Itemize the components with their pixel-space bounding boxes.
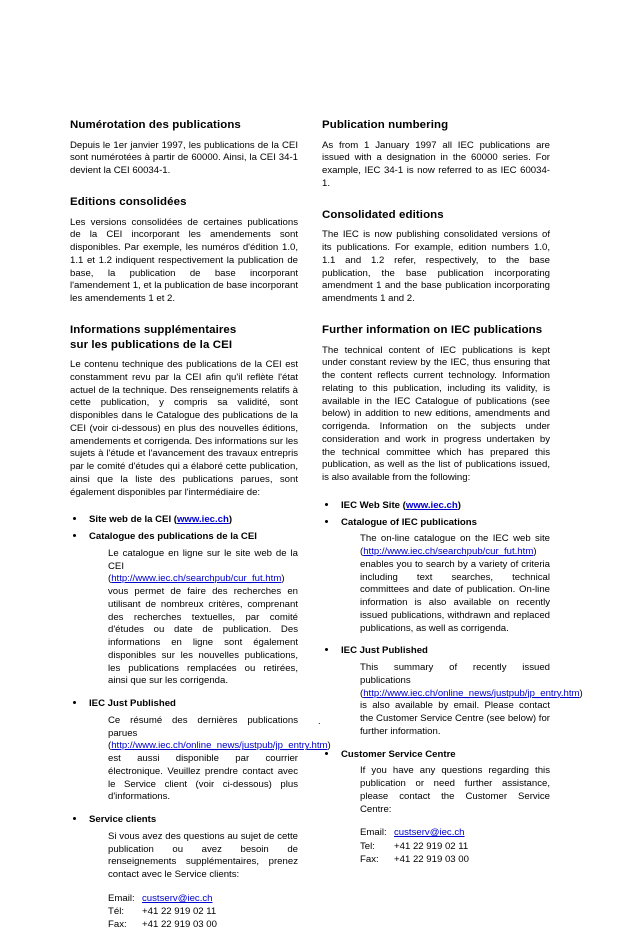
bullet-body-service-clients <box>70 831 298 882</box>
section-further-information <box>322 323 550 485</box>
section-publication-numbering <box>322 118 550 191</box>
body-text-pre: Si vous avez des questions au sujet de cette publication ou avez besoin de renseignements supplémentaires, prenez contact avec le Service clients: <box>108 830 298 881</box>
contact-row-tel <box>108 905 298 918</box>
english-column <box>322 118 583 932</box>
bullet-dot-icon <box>325 752 328 755</box>
bullet-label-prefix: Site web de la CEI ( <box>89 514 177 526</box>
bullet-item-catalogue <box>322 517 550 530</box>
bullet-item-just-published <box>70 698 298 711</box>
iec-website-link[interactable]: www.iec.ch <box>176 514 229 526</box>
fax-value: +41 22 919 03 00 <box>142 919 217 931</box>
just-published-url-link[interactable]: http://www.iec.ch/online_news/justpub/jp_entry.htm <box>111 740 328 752</box>
body-text-pre: Ce résumé des dernières publications parues ( <box>108 714 298 752</box>
body-text-pre: Le catalogue en ligne sur le site web de la CEI ( <box>108 547 298 585</box>
fax-label: Fax: <box>108 919 127 931</box>
fax-value: +41 22 919 03 00 <box>394 853 469 865</box>
bullet-item-web-site <box>322 500 550 513</box>
tel-label: Tel: <box>360 840 375 852</box>
fax-label: Fax: <box>360 853 379 865</box>
body-text-post: ) vous permet de faire des recherches en utilisant de nombreux critères, comprenant des recherches textuelles, par comité d'études ou date de publication. Des informations en ligne sont également disponibles sur les nouvelles publications, les publications remplacées ou retirées, ainsi que sur les corrigenda. <box>108 573 298 687</box>
section-title: Numérotation des publications <box>70 119 241 131</box>
bullet-item-catalogue <box>70 531 298 544</box>
bullet-dot-icon <box>73 817 76 820</box>
bullet-label-suffix: ) <box>228 514 233 526</box>
contact-row-fax <box>360 853 550 866</box>
tel-value: +41 22 919 02 11 <box>394 840 469 852</box>
bullet-dot-icon <box>73 517 76 520</box>
bullet-body-catalogue <box>70 548 298 688</box>
bullet-label: Catalogue des publications de la CEI <box>89 531 257 543</box>
iec-website-link[interactable]: www.iec.ch <box>405 499 458 511</box>
bullet-label-suffix: ) <box>457 499 461 511</box>
contact-row-email <box>360 826 550 839</box>
bullet-dot-icon <box>73 534 76 537</box>
section-title <box>70 323 298 352</box>
section-paragraph: The IEC is now publishing consolidated versions of its publications. For example, edition numbers 1.0, 1.1 and 1.2 refer, respectively, to the base publication, the base publication incorporating amendment 1 and the base publication incorporating amendments 1 and 2. <box>322 229 550 305</box>
section-title: Further information on IEC publications <box>322 323 543 336</box>
section-paragraph: Depuis le 1er janvier 1997, les publications de la CEI sont numérotées à partir de 60000. Ainsi, la CEI 34-1 devient la CEI 60034-1. <box>70 139 298 177</box>
bullet-label: Service clients <box>89 814 157 826</box>
bullet-item-just-published <box>322 645 550 658</box>
section-paragraph: The technical content of IEC publications is kept under constant review by the IEC, thus ensuring that the content reflects current technology. Information relating to this publication, including its validity, is available in the IEC Catalogue of publications (see below) in addition to new editions, amendments and corrigenda. Information on the subjects under consideration and work in progress undertaken by the technical committee which has prepared this publication, as well as the list of publications issued, is also available from the following: <box>322 344 550 484</box>
section-informations-supplementaires <box>70 323 298 500</box>
contact-block-english <box>322 826 550 866</box>
french-column <box>70 118 331 932</box>
section-numerotation <box>70 118 298 178</box>
section-consolidated-editions <box>322 208 550 306</box>
bullet-label: IEC Just Published <box>341 645 428 657</box>
tel-value: +41 22 919 02 11 <box>142 906 217 918</box>
body-text-post: ) is also available by email. Please contact the Customer Service Centre (see below) for further information. <box>360 687 583 737</box>
section-title: Consolidated editions <box>322 208 444 221</box>
section-title: Editions consolidées <box>70 195 187 208</box>
bullet-dot-icon <box>325 520 328 523</box>
tel-label: Tél: <box>108 906 124 918</box>
contact-row-fax <box>108 918 298 931</box>
bullet-body-just-published <box>322 662 583 739</box>
bullet-body-customer-service <box>322 765 550 816</box>
section-editions-consolidees <box>70 195 298 306</box>
section-title: Publication numbering <box>322 119 449 131</box>
section-title-line1: Informations supplémentaires <box>70 323 237 336</box>
bullet-dot-icon <box>325 503 328 506</box>
body-text-pre: This summary of recently issued publications ( <box>360 662 550 699</box>
body-text-pre: The on-line catalogue on the IEC web site ( <box>360 533 550 558</box>
section-title-line2: sur les publications de la CEI <box>70 338 233 351</box>
contact-block-french <box>70 892 298 932</box>
contact-row-tel <box>360 840 550 853</box>
email-link[interactable]: custserv@iec.ch <box>142 892 213 904</box>
body-text-post: ) est aussi disponible par courrier électronique. Veuillez prendre contact avec le Service client (voir ci-dessous) plus d'informations. <box>108 740 331 803</box>
email-label: Email: <box>108 892 135 904</box>
two-column-layout <box>70 118 583 932</box>
bullet-label: Customer Service Centre <box>341 748 456 760</box>
email-label: Email: <box>360 827 387 839</box>
section-paragraph: Le contenu technique des publications de la CEI est constamment revu par la CEI afin qu'il reflète l'état actuel de la technique. Des renseignements relatifs à cette publication, y compris sa validité, sont disponibles dans le Catalogue des publications de la CEI (voir ci-dessous) en plus des nouvelles éditions, amendements et corrigenda. Des informations sur les sujets à l'étude et l'avancement des travaux entrepris par le comité d'études qui a élaboré cette publication, ainsi que la liste des publications parues, sont également disponibles par l'intermédiaire de: <box>70 359 298 498</box>
bullet-body-catalogue <box>322 533 550 635</box>
bullet-label: IEC Just Published <box>89 698 176 710</box>
bullet-item-website <box>70 514 298 527</box>
section-paragraph: Les versions consolidées de certaines publications de la CEI incorporant les amendements sont disponibles. Par exemple, les numéros d'édition 1.0, 1.1 et 1.2 indiquent respectivement la publication de base, la publication de base incorporant l'amendement 1, et la publication de base incorporant les amendements 1 et 2. <box>70 216 298 305</box>
body-text-pre: If you have any questions regarding this publication or need further assistance, please contact the Customer Service Centre: <box>360 765 550 815</box>
body-text-post: ) enables you to search by a variety of criteria including text searches, technical committees and date of publication. On-line information is also available on recently issued publications, withdrawn and replaced publications, as well as corrigenda. <box>360 546 550 634</box>
bullet-dot-icon <box>73 701 76 704</box>
bullet-item-customer-service <box>322 749 550 762</box>
bullet-item-service-clients <box>70 814 298 827</box>
stray-mark: . <box>318 716 321 726</box>
just-published-url-link[interactable]: http://www.iec.ch/online_news/justpub/jp_entry.htm <box>363 687 580 699</box>
section-paragraph: As from 1 January 1997 all IEC publications are issued with a designation in the 60000 series. For example, IEC 34-1 is now referred to as IEC 60034-1. <box>322 139 550 189</box>
catalogue-url-link[interactable]: http://www.iec.ch/searchpub/cur_fut.htm <box>363 546 534 558</box>
catalogue-url-link[interactable]: http://www.iec.ch/searchpub/cur_fut.htm <box>111 573 282 585</box>
contact-row-email <box>108 892 298 905</box>
email-link[interactable]: custserv@iec.ch <box>394 827 465 839</box>
bullet-label: Catalogue of IEC publications <box>341 516 477 528</box>
bullet-label-prefix: IEC Web Site ( <box>341 499 406 511</box>
bullet-body-just-published <box>70 714 331 804</box>
bullet-dot-icon <box>325 648 328 651</box>
